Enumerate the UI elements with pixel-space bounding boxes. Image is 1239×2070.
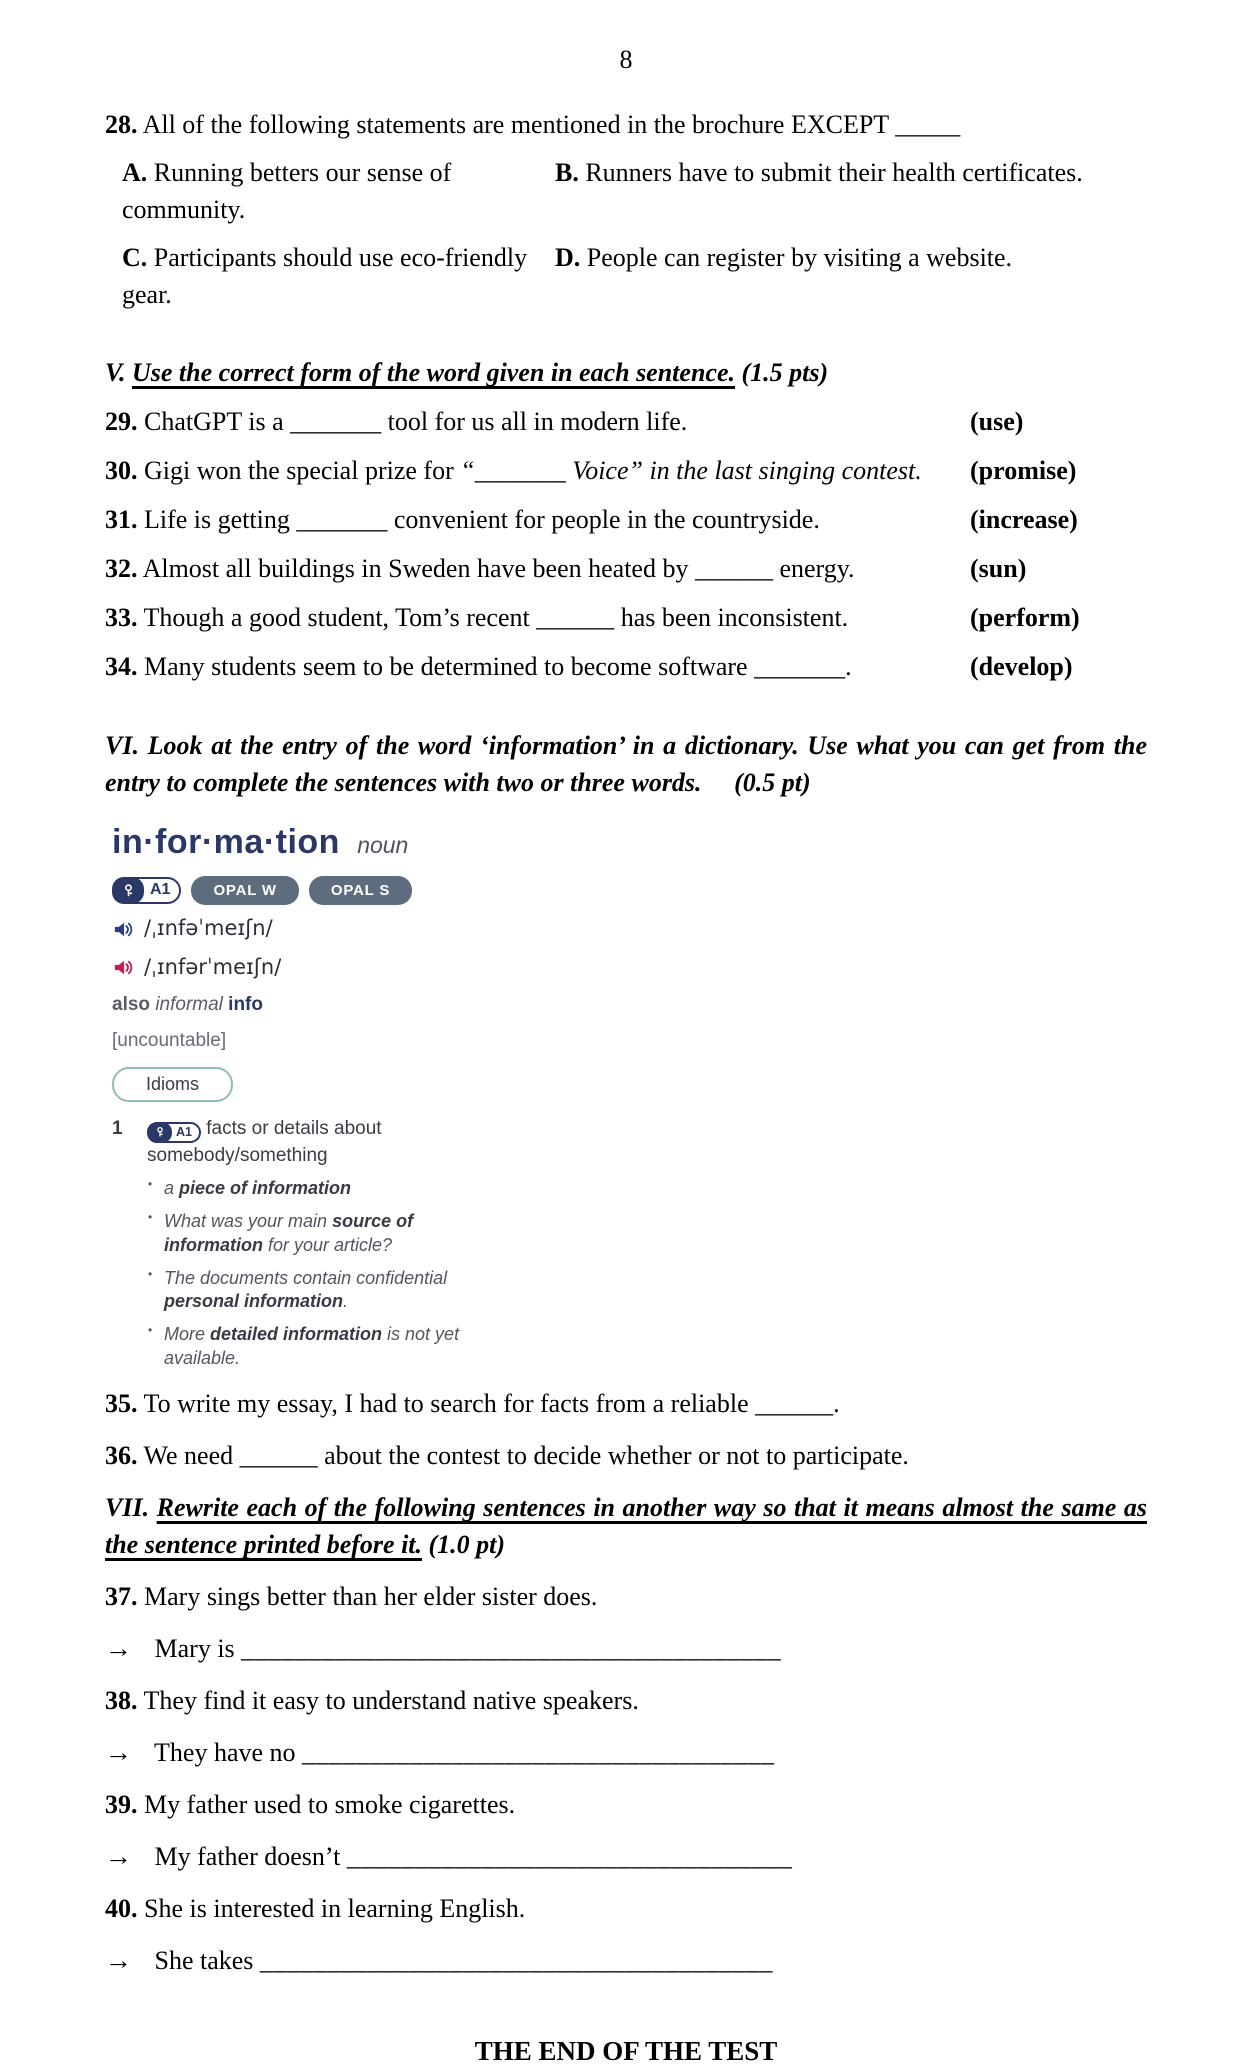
speaker-icon xyxy=(112,956,135,979)
section-numeral: V. xyxy=(105,358,126,388)
rewrite-40 xyxy=(105,1941,1147,1980)
question-number: 36. xyxy=(105,1440,138,1470)
section-vii-heading xyxy=(105,1490,1147,1564)
option-text: Participants should use eco-friendly gear. xyxy=(122,242,528,309)
source-sentence: Mary sings better than her elder sister does. xyxy=(144,1582,598,1612)
example-item: • What was your main source of information for your article? xyxy=(147,1210,512,1258)
word-hint: (use) xyxy=(970,407,1024,437)
question-number: 38. xyxy=(105,1686,138,1716)
question-number: 29. xyxy=(105,407,138,437)
part-of-speech: noun xyxy=(357,831,409,858)
answer-blank: ______________________________________ xyxy=(259,1945,773,1975)
section-title: Rewrite each of the following sentences in another way so that it means almost the same as the sentence printed before it. xyxy=(105,1493,1147,1560)
question-text: ChatGPT is a _______ tool for us all in modern life. xyxy=(144,407,688,437)
question-35 xyxy=(105,1386,1147,1423)
badges-row xyxy=(112,876,712,905)
rewrite-37 xyxy=(105,1629,1147,1668)
example-item: • a piece of information xyxy=(147,1177,512,1201)
question-text: Almost all buildings in Sweden have been heated by ______ energy. xyxy=(142,554,855,584)
option-b xyxy=(555,155,1083,229)
section-v-heading xyxy=(105,355,1147,392)
rewrite-stem: My father doesn’t xyxy=(154,1841,347,1871)
question-38 xyxy=(105,1683,1147,1720)
example-item: • More detailed information is not yet available. xyxy=(147,1323,512,1371)
options-row-cd xyxy=(105,240,1147,314)
level-label: A1 xyxy=(150,881,171,899)
option-text: Runners have to submit their health certificates. xyxy=(585,157,1083,187)
option-text: Running betters our sense of community. xyxy=(122,157,452,224)
arrow-icon: → xyxy=(105,1737,132,1767)
cefr-level-badge xyxy=(147,1122,201,1143)
question-number: 30. xyxy=(105,456,138,486)
word-hint: (perform) xyxy=(970,602,1080,632)
source-sentence: She is interested in learning English. xyxy=(144,1893,526,1923)
pronunciation-uk xyxy=(112,914,712,944)
key-icon xyxy=(147,1122,172,1143)
example-list xyxy=(147,1177,512,1370)
key-icon xyxy=(112,877,144,904)
question-text: Though a good student, Tom’s recent ______ has been inconsistent. xyxy=(143,602,849,632)
rewrite-stem: She takes xyxy=(154,1945,260,1975)
question-40 xyxy=(105,1891,1147,1928)
question-number: 40. xyxy=(105,1893,138,1923)
question-number: 33. xyxy=(105,602,138,632)
opal-s-badge: OPAL S xyxy=(309,876,412,905)
option-c xyxy=(122,240,555,314)
option-text: People can register by visiting a website. xyxy=(586,242,1013,272)
question-number: 35. xyxy=(105,1388,138,1418)
option-label: A. xyxy=(122,157,148,187)
example-item: • The documents contain confidential personal information. xyxy=(147,1267,512,1315)
section-numeral: VI. xyxy=(105,730,139,760)
question-text: Many students seem to be determined to become software _______. xyxy=(144,651,852,681)
definition-text: facts or details about somebody/something xyxy=(147,1118,382,1166)
ipa-text: /ˌɪnfəˈmeɪʃn/ xyxy=(144,916,273,941)
option-label: C. xyxy=(122,242,148,272)
answer-blank: _________________________________ xyxy=(346,1841,793,1871)
question-number: 32. xyxy=(105,554,138,584)
options-row-ab xyxy=(105,155,1147,229)
rewrite-stem: Mary is xyxy=(154,1634,242,1664)
level-label: A1 xyxy=(176,1124,192,1139)
speaker-icon xyxy=(112,918,135,941)
variant-word: info xyxy=(228,993,263,1015)
word-hint: (increase) xyxy=(970,505,1078,535)
question-text: Gigi won the special prize for xyxy=(144,456,461,486)
sense-1 xyxy=(112,1116,712,1168)
word-hint: (develop) xyxy=(970,651,1073,681)
question-text: All of the following statements are mentioned in the brochure EXCEPT _____ xyxy=(142,109,961,139)
question-36 xyxy=(105,1438,1147,1475)
option-label: D. xyxy=(555,242,581,272)
question-number: 37. xyxy=(105,1582,138,1612)
section-numeral: VII. xyxy=(105,1493,150,1523)
question-number: 39. xyxy=(105,1789,138,1819)
source-sentence: My father used to smoke cigarettes. xyxy=(144,1789,516,1819)
answer-blank: ________________________________________ xyxy=(241,1634,782,1664)
question-text: Life is getting _______ convenient for people in the countryside. xyxy=(144,505,820,535)
section-points: (1.0 pt) xyxy=(428,1530,506,1560)
dictionary-headword-row xyxy=(112,818,712,866)
question-29 xyxy=(105,404,1147,441)
option-a xyxy=(122,155,555,229)
option-label: B. xyxy=(555,157,579,187)
sense-number: 1 xyxy=(112,1118,123,1140)
word-hint: (promise) xyxy=(970,456,1077,486)
variant-row xyxy=(112,992,712,1019)
question-text: To write my essay, I had to search for facts from a reliable ______. xyxy=(143,1388,840,1418)
question-number: 28. xyxy=(105,109,138,139)
section-points: (1.5 pts) xyxy=(741,358,829,388)
arrow-icon: → xyxy=(105,1840,132,1871)
rewrite-39 xyxy=(105,1837,1147,1876)
arrow-icon: → xyxy=(105,1633,132,1664)
option-d xyxy=(555,240,1012,314)
page-number: 8 xyxy=(619,45,633,74)
ipa-text: /ˌɪnfərˈmeɪʃn/ xyxy=(144,954,282,979)
question-text: We need ______ about the contest to decide whether or not to participate. xyxy=(143,1440,909,1470)
also-label: also xyxy=(112,993,151,1015)
question-number: 34. xyxy=(105,651,138,681)
section-points: (0.5 pt) xyxy=(734,767,811,797)
opal-w-badge: OPAL W xyxy=(191,876,298,905)
question-30 xyxy=(105,453,1147,490)
source-sentence: They find it easy to understand native speakers. xyxy=(143,1686,639,1716)
rewrite-stem: They have no xyxy=(154,1738,303,1767)
dictionary-entry xyxy=(112,818,712,1371)
question-32 xyxy=(105,551,1147,588)
question-34 xyxy=(105,649,1147,686)
word-hint: (sun) xyxy=(970,554,1027,584)
question-28 xyxy=(105,107,1147,144)
grammar-label: [uncountable] xyxy=(112,1029,227,1051)
register-label: informal xyxy=(155,993,223,1015)
question-39 xyxy=(105,1787,1147,1824)
section-title: Use the correct form of the word given in each sentence. xyxy=(132,358,735,388)
answer-blank: ___________________________________ xyxy=(302,1738,775,1767)
rewrite-38 xyxy=(105,1733,1147,1772)
idioms-button: Idioms xyxy=(112,1067,233,1103)
question-text-italic: “_______ Voice” in the last singing contest. xyxy=(460,456,922,486)
question-number: 31. xyxy=(105,505,138,535)
section-vi-heading xyxy=(105,728,1147,802)
question-31 xyxy=(105,502,1147,539)
dictionary-headword: in·for·ma·tion xyxy=(112,822,340,861)
question-33 xyxy=(105,600,1147,637)
section-title: Look at the entry of the word ‘information’ in a dictionary. Use what you can get from the entry to complete the sentences with two or three words. xyxy=(105,730,1148,797)
question-37 xyxy=(105,1579,1147,1616)
pronunciation-us xyxy=(112,953,712,983)
cefr-level-badge xyxy=(112,877,181,904)
end-of-test-label: THE END OF THE TEST xyxy=(474,2035,778,2066)
arrow-icon: → xyxy=(105,1944,132,1975)
